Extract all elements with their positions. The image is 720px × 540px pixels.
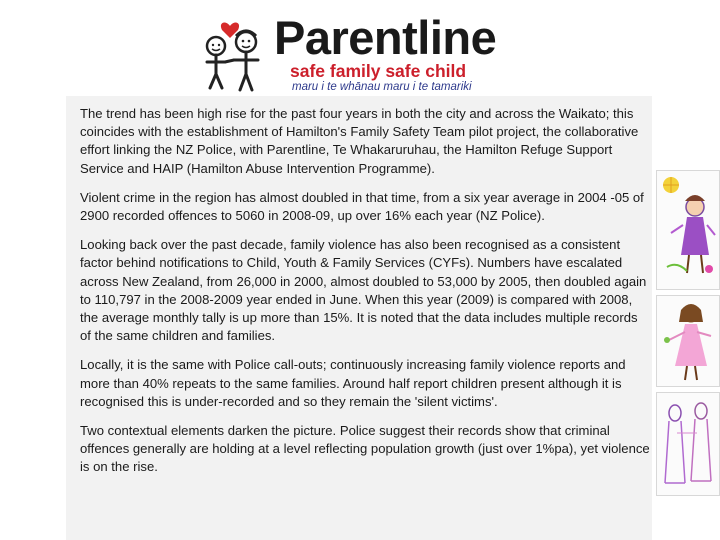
child-drawing-3 xyxy=(656,392,720,496)
logo-maori-tagline: maru i te whānau maru i te tamariki xyxy=(292,81,472,93)
parentline-logo xyxy=(198,12,528,96)
paragraph-5: Two contextual elements darken the picture. Police suggest their records show that criminal offences generally are holding at a level reflecting population growth (just over 1%pa), yet violence is on the rise. xyxy=(80,423,650,475)
logo-title: Parentline xyxy=(274,11,497,64)
left-margin xyxy=(0,96,66,540)
paragraph-2: Violent crime in the region has almost doubled in that time, from a six year average in 2004 -05 of 2900 recorded offences to 5060 in 2008-09, up over 16% each year (NZ Police). xyxy=(80,189,644,224)
logo-subtitle: safe family safe child xyxy=(290,61,467,81)
paragraph-4: Locally, it is the same with Police call-outs; continuously increasing family violence reports and more than 40% repeats to the same families. Around half report children present although it is recognised this is under-recorded and so they remain the 'silent victims'. xyxy=(80,357,626,409)
child-drawing-2 xyxy=(656,295,720,387)
body-text xyxy=(80,105,650,488)
child-drawing-1 xyxy=(656,170,720,290)
paragraph-1: The trend has been high rise for the past four years in both the city and across the Waikato; this coincides with the establishment of Hamilton's Family Safety Team pilot project, the collaborative effort linking the NZ Police, with Parentline, Te Whakaruruhau, the Hamilton Refuge Support Service and HAIP (Hamilton Abuse Intervention Programme). xyxy=(80,106,639,176)
family-figures-icon xyxy=(198,12,278,96)
paragraph-3: Looking back over the past decade, family violence has also been recognised as a consistent factor behind notifications to Child, Youth & Family Services (CYFs). Numbers have escalated across New Zealand, from 26,000 in 2000, almost doubled to 53,000 by 2005, then doubled again to 110,797 in the 2008-2009 year ended in June. When this year (2009) is compared with 2008, the average monthly tally is up more than 15%. It is noted that the data includes multiple records of the same children and families. xyxy=(80,237,647,344)
